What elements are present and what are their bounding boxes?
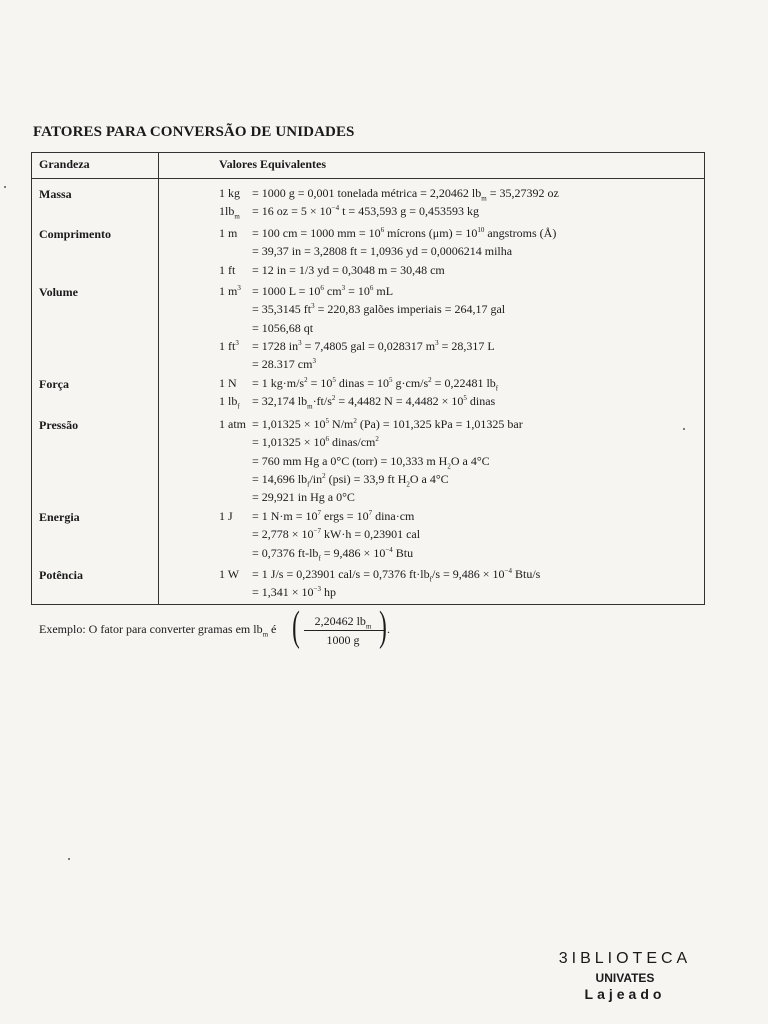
quantity-label: Comprimento [39, 227, 111, 241]
scan-speck [4, 186, 6, 188]
quantity-label: Massa [39, 187, 72, 201]
unit-label: 1 ft [219, 262, 236, 277]
stamp-univates: UNIVATES [595, 971, 655, 985]
quantity-label: Potência [39, 568, 83, 582]
header-values: Valores Equivalentes [219, 157, 327, 171]
equivalence-line: = 1728 $in^3 = 7,4805$ gal = 0,028317 $m^3 = 28,317$ L [252, 338, 495, 353]
quantity-label: Força [39, 377, 69, 391]
example-numerator: 2,20462 $lb_m$ [314, 614, 372, 631]
example-text: Exemplo: O fator para converter gramas em $lb_m$ é [39, 622, 277, 639]
equivalence-line: = 0,7376 $ft-lb_f = 9,486 \times 10^{-4}$ Btu [252, 545, 414, 562]
unit-label: 1 m [219, 226, 238, 240]
unit-label: 1 $m^3$ [219, 284, 241, 298]
header-divider [31, 178, 705, 179]
equivalence-line: = 12 in = 1/3 yd = 0,3048 m = 30,48 cm [252, 262, 445, 277]
unit-label: $1lb_m$ [219, 204, 240, 221]
unit-label: 1 kg [219, 186, 240, 200]
equivalence-line: = 1 $N\cdot m = 10^7$ ergs = $10^7$ dina·cm [252, 509, 415, 523]
equivalence-line: = 35,3145 $ft^3 = 220,83$ galões imperiais = 264,17 gal [252, 302, 506, 317]
quantity-label: Volume [39, 285, 78, 299]
scan-speck [683, 428, 685, 430]
quantity-label: Pressão [39, 418, 79, 432]
scan-speck [68, 858, 70, 860]
equivalence-line: = $1,01325 \times 10^5$ $N/m^2$ (Pa) = 101,325 kPa = 1,01325 bar [252, 417, 523, 431]
column-divider [158, 152, 159, 605]
equivalence-line: = 1 $kg\cdot m/s^2 = 10^5$ dinas = $10^5$ $g\cdot cm/s^2 = 0,22481$ $lb_f$ [252, 376, 499, 393]
stamp-biblioteca: 3IBLIOTECA [558, 950, 692, 967]
equivalence-line: = $1,341 \times 10^{-3}$ hp [252, 585, 336, 600]
equivalence-line: = 100 cm = 1000 mm = $10^6$ mícrons $(\mu m) = 10^{10}$ angstroms (Å) [252, 226, 557, 240]
fraction-bar [304, 630, 384, 631]
left-paren: ( [292, 604, 300, 650]
equivalence-line: = 14,696 $lb_f/in^2$ (psi) = 33,9 ft $H_2O$ a 4°C [252, 471, 449, 489]
equivalence-line: = 29,921 in Hg a 0°C [252, 490, 355, 505]
equivalence-line: = $1,01325 \times 10^6$ dinas/$cm^2$ [252, 435, 379, 450]
example-denominator: 1000 g [326, 633, 360, 647]
equivalence-line: = 1056,68 qt [252, 320, 314, 335]
equivalence-line: = 39,37 in = 3,2808 ft = 1,0936 yd = 0,0006214 milha [252, 244, 513, 259]
stamp-lajeado: Lajeado [584, 986, 666, 1002]
unit-label: 1 N [219, 376, 237, 390]
equivalence-line: = 1000 g = 0,001 tonelada métrica = 2,20462 $lb_m = 35,27392$ oz [252, 186, 559, 203]
equivalence-line: = 28.317 $cm^3$ [252, 357, 316, 372]
equivalence-line: = 16 oz = $5 \times 10^{-4}$ t = 453,593 g = 0,453593 kg [252, 204, 479, 219]
equivalence-line: = 760 mm Hg a 0°C (torr) = 10,333 m $H_2O$ a 4°C [252, 453, 490, 470]
equivalence-line: = $2,778 \times 10^{-7}$ kW·h = 0,23901 cal [252, 527, 421, 542]
header-quantity: Grandeza [39, 157, 90, 171]
equivalence-line: = 32,174 $lb_m\cdot ft/s^2 = 4,4482$ $N = 4,4482 \times 10^5$ dinas [252, 394, 496, 411]
quantity-label: Energia [39, 510, 80, 524]
right-paren: ) [379, 604, 387, 650]
unit-label: 1 $ft^3$ [219, 338, 239, 353]
example-period: . [387, 622, 390, 636]
unit-label: 1 $lb_f$ [219, 394, 240, 411]
equivalence-line: = 1 J/s = 0,23901 cal/s = 0,7376 $ft\cdot lb_f/s = 9,486 \times 10^{-4}$ Btu/s [252, 567, 541, 584]
equivalence-line: = 1000 $L = 10^6$ $cm^3 = 10^6$ mL [252, 284, 394, 298]
unit-label: 1 J [219, 509, 233, 523]
page-title: FATORES PARA CONVERSÃO DE UNIDADES [33, 124, 355, 140]
unit-label: 1 atm [219, 417, 246, 431]
unit-label: 1 W [219, 567, 240, 581]
